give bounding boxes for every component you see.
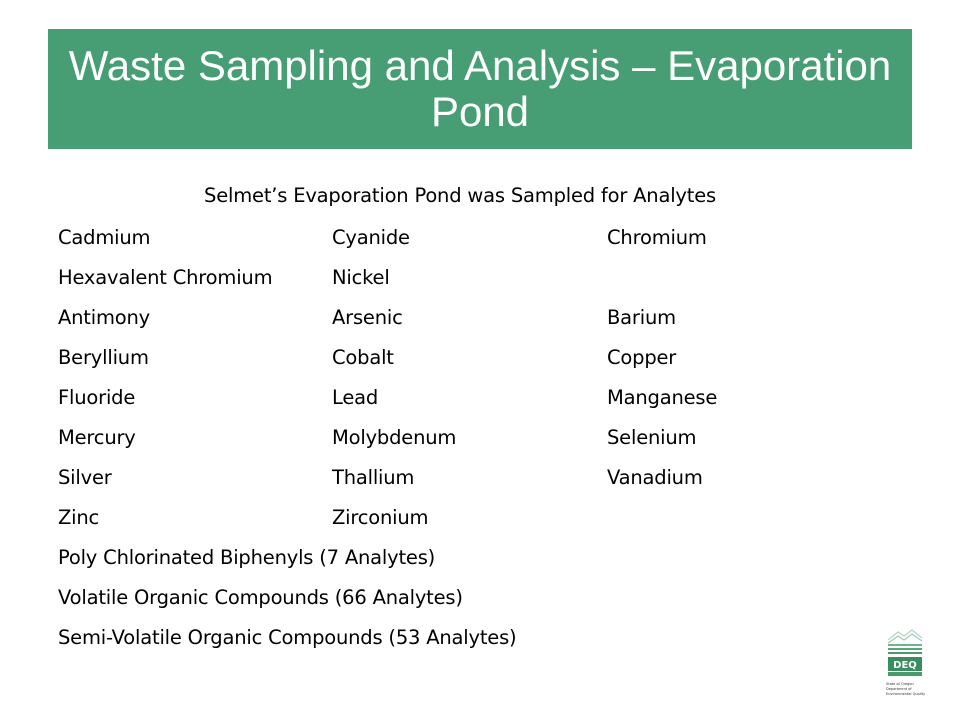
title-bar (48, 29, 912, 149)
analyte-item: Hexavalent Chromium (58, 266, 273, 289)
analyte-item: Zirconium (332, 506, 429, 529)
analyte-item: Barium (607, 306, 676, 329)
analyte-item: Silver (58, 466, 112, 489)
analyte-item: Mercury (58, 426, 136, 449)
analyte-row (58, 424, 858, 464)
analyte-item: Manganese (607, 386, 718, 409)
analyte-item: Chromium (607, 226, 707, 249)
analyte-item: Selenium (607, 426, 697, 449)
analyte-item: Arsenic (332, 306, 403, 329)
analyte-row (58, 224, 858, 264)
analyte-item: Antimony (58, 306, 150, 329)
analyte-table (58, 224, 858, 544)
deq-logo-caption: State of Oregon Department of Environmental Quality (886, 682, 926, 696)
slide-subtitle: Selmet’s Evaporation Pond was Sampled for Analytes (204, 184, 716, 207)
analyte-row (58, 304, 858, 344)
deq-mountain-logo-icon (882, 628, 926, 710)
analyte-item: Copper (607, 346, 677, 369)
deq-logo-text: DEQ (893, 660, 917, 671)
analyte-groups (58, 544, 516, 664)
analyte-item: Fluoride (58, 386, 136, 409)
analyte-row (58, 464, 858, 504)
analyte-item: Molybdenum (332, 426, 457, 449)
analyte-row (58, 264, 858, 304)
analyte-item: Thallium (332, 466, 415, 489)
analyte-row (58, 504, 858, 544)
analyte-row (58, 384, 858, 424)
analyte-item: Zinc (58, 506, 100, 529)
analyte-item: Vanadium (607, 466, 703, 489)
slide-title: Waste Sampling and Analysis – Evaporation Pond (68, 42, 892, 135)
analyte-item: Cadmium (58, 226, 151, 249)
analyte-group-voc: Volatile Organic Compounds (66 Analytes) (58, 586, 463, 609)
analyte-group-svoc: Semi-Volatile Organic Compounds (53 Analytes) (58, 626, 517, 649)
analyte-item: Lead (332, 386, 379, 409)
analyte-row (58, 344, 858, 384)
analyte-group-pcb: Poly Chlorinated Biphenyls (7 Analytes) (58, 546, 436, 569)
analyte-item: Nickel (332, 266, 390, 289)
analyte-item: Beryllium (58, 346, 149, 369)
analyte-item: Cobalt (332, 346, 394, 369)
analyte-item: Cyanide (332, 226, 410, 249)
